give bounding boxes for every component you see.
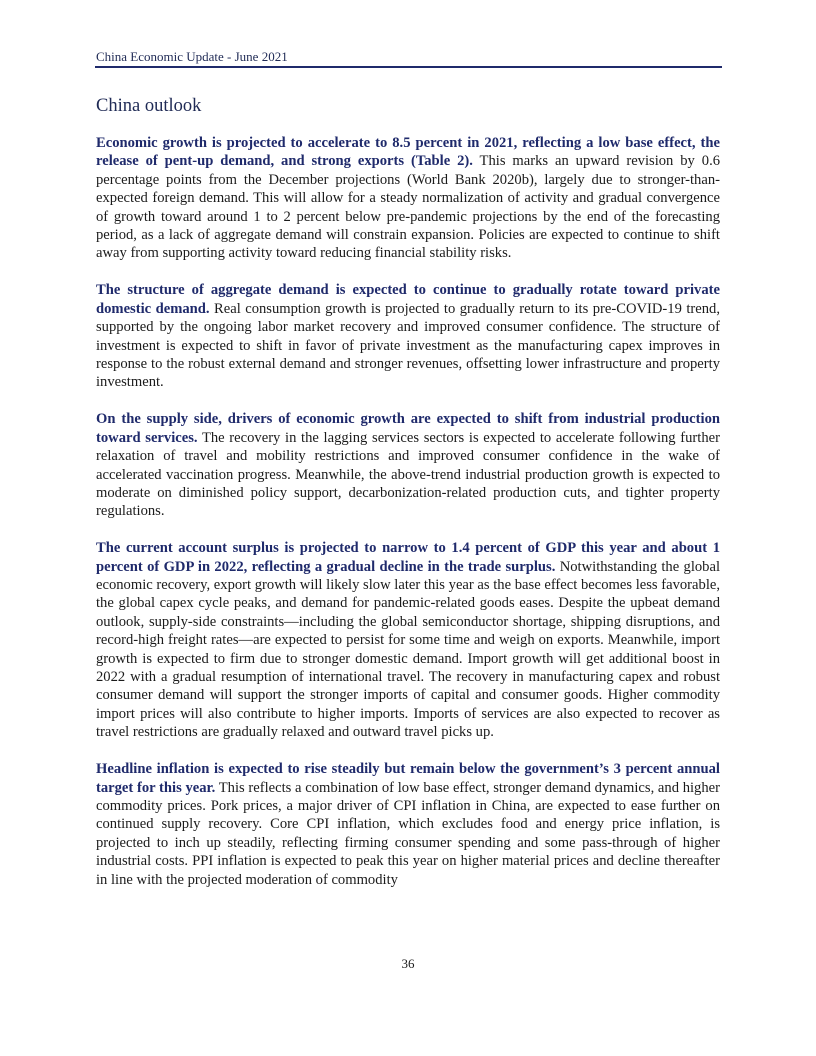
paragraph-lead: The structure of aggregate demand is expected to continue to gradually rotate toward private domestic demand. bbox=[96, 282, 720, 317]
section-title: China outlook bbox=[96, 96, 202, 116]
paragraph-aggregate-demand bbox=[96, 281, 720, 391]
paragraph-current-account bbox=[96, 539, 720, 741]
paragraph-text: The recovery in the lagging services sectors is expected to accelerate following further relaxation of travel and mobility restrictions and improved consumer confidence in the wake of accelerated vaccination progress. Meanwhile, the above-trend industrial production growth is expected to moderate on diminished policy support, decarbonization-related production cuts, and tighter property regulations. bbox=[96, 429, 720, 520]
paragraph-growth-outlook bbox=[96, 134, 720, 263]
paragraph-text: Notwithstanding the global economic recovery, export growth will likely slow later this year as the base effect becomes less favorable, the global capex cycle peaks, and demand for pandemic-related goods eases. Despite the upbeat demand outlook, supply-side constraints—including the global semiconductor shortage, shipping disruptions, and record-high freight rates—are expected to persist for some time and weigh on exports. Meanwhile, import growth is expected to firm due to stronger domestic demand. Import growth will get additional boost in 2022 with a gradual resumption of international travel. The recovery in manufacturing capex and robust consumer demand will support the stronger imports of capital and consumer goods. Higher commodity import prices will also contribute to higher imports. Imports of services are also expected to recover as travel restrictions are gradually relaxed and outward travel picks up. bbox=[96, 558, 720, 741]
header-divider bbox=[95, 66, 722, 68]
paragraph-supply-side bbox=[96, 410, 720, 520]
paragraph-text: This marks an upward revision by 0.6 percentage points from the December projections (World Bank 2020b), largely due to stronger-than-expected foreign demand. This will allow for a steady normalization of activity and gradual convergence of growth toward around 1 to 2 percent below pre-pandemic projections by the end of the forecasting period, as a lack of aggregate demand will constrain expansion. Policies are expected to continue to shift away from supporting activity toward reducing financial stability risks. bbox=[96, 153, 721, 262]
paragraph-lead: On the supply side, drivers of economic growth are expected to shift from industrial production toward services. bbox=[96, 411, 720, 446]
page-number: 36 bbox=[401, 956, 415, 971]
paragraph-inflation bbox=[96, 760, 720, 889]
paragraph-lead: Economic growth is projected to accelerate to 8.5 percent in 2021, reflecting a low base effect, the release of pent-up demand, and strong exports (Table 2). bbox=[96, 135, 720, 170]
paragraph-text: Real consumption growth is projected to gradually return to its pre-COVID-19 trend, supported by the ongoing labor market recovery and improved consumer confidence. The structure of investment is expected to shift in favor of private investment as the manufacturing capex improves in response to the robust external demand and stronger revenues, offsetting lower infrastructure and property investment. bbox=[96, 300, 720, 391]
running-header: China Economic Update - June 2021 bbox=[96, 49, 288, 64]
paragraph-lead: The current account surplus is projected to narrow to 1.4 percent of GDP this year and about 1 percent of GDP in 2022, reflecting a gradual decline in the trade surplus. bbox=[96, 540, 720, 575]
paragraph-text: This reflects a combination of low base effect, stronger demand dynamics, and higher commodity prices. Pork prices, a major driver of CPI inflation in China, are expected to ease further on continued supply recovery. Core CPI inflation, which excludes food and energy price inflation, is projected to inch up steadily, reflecting firming consumer spending and some pass-through of higher industrial costs. PPI inflation is expected to peak this year on higher material prices and decline thereafter in line with the projected moderation of commodity bbox=[96, 779, 720, 888]
paragraph-lead: Headline inflation is expected to rise steadily but remain below the government’s 3 percent annual target for this year. bbox=[96, 761, 720, 796]
body-text bbox=[96, 134, 720, 908]
